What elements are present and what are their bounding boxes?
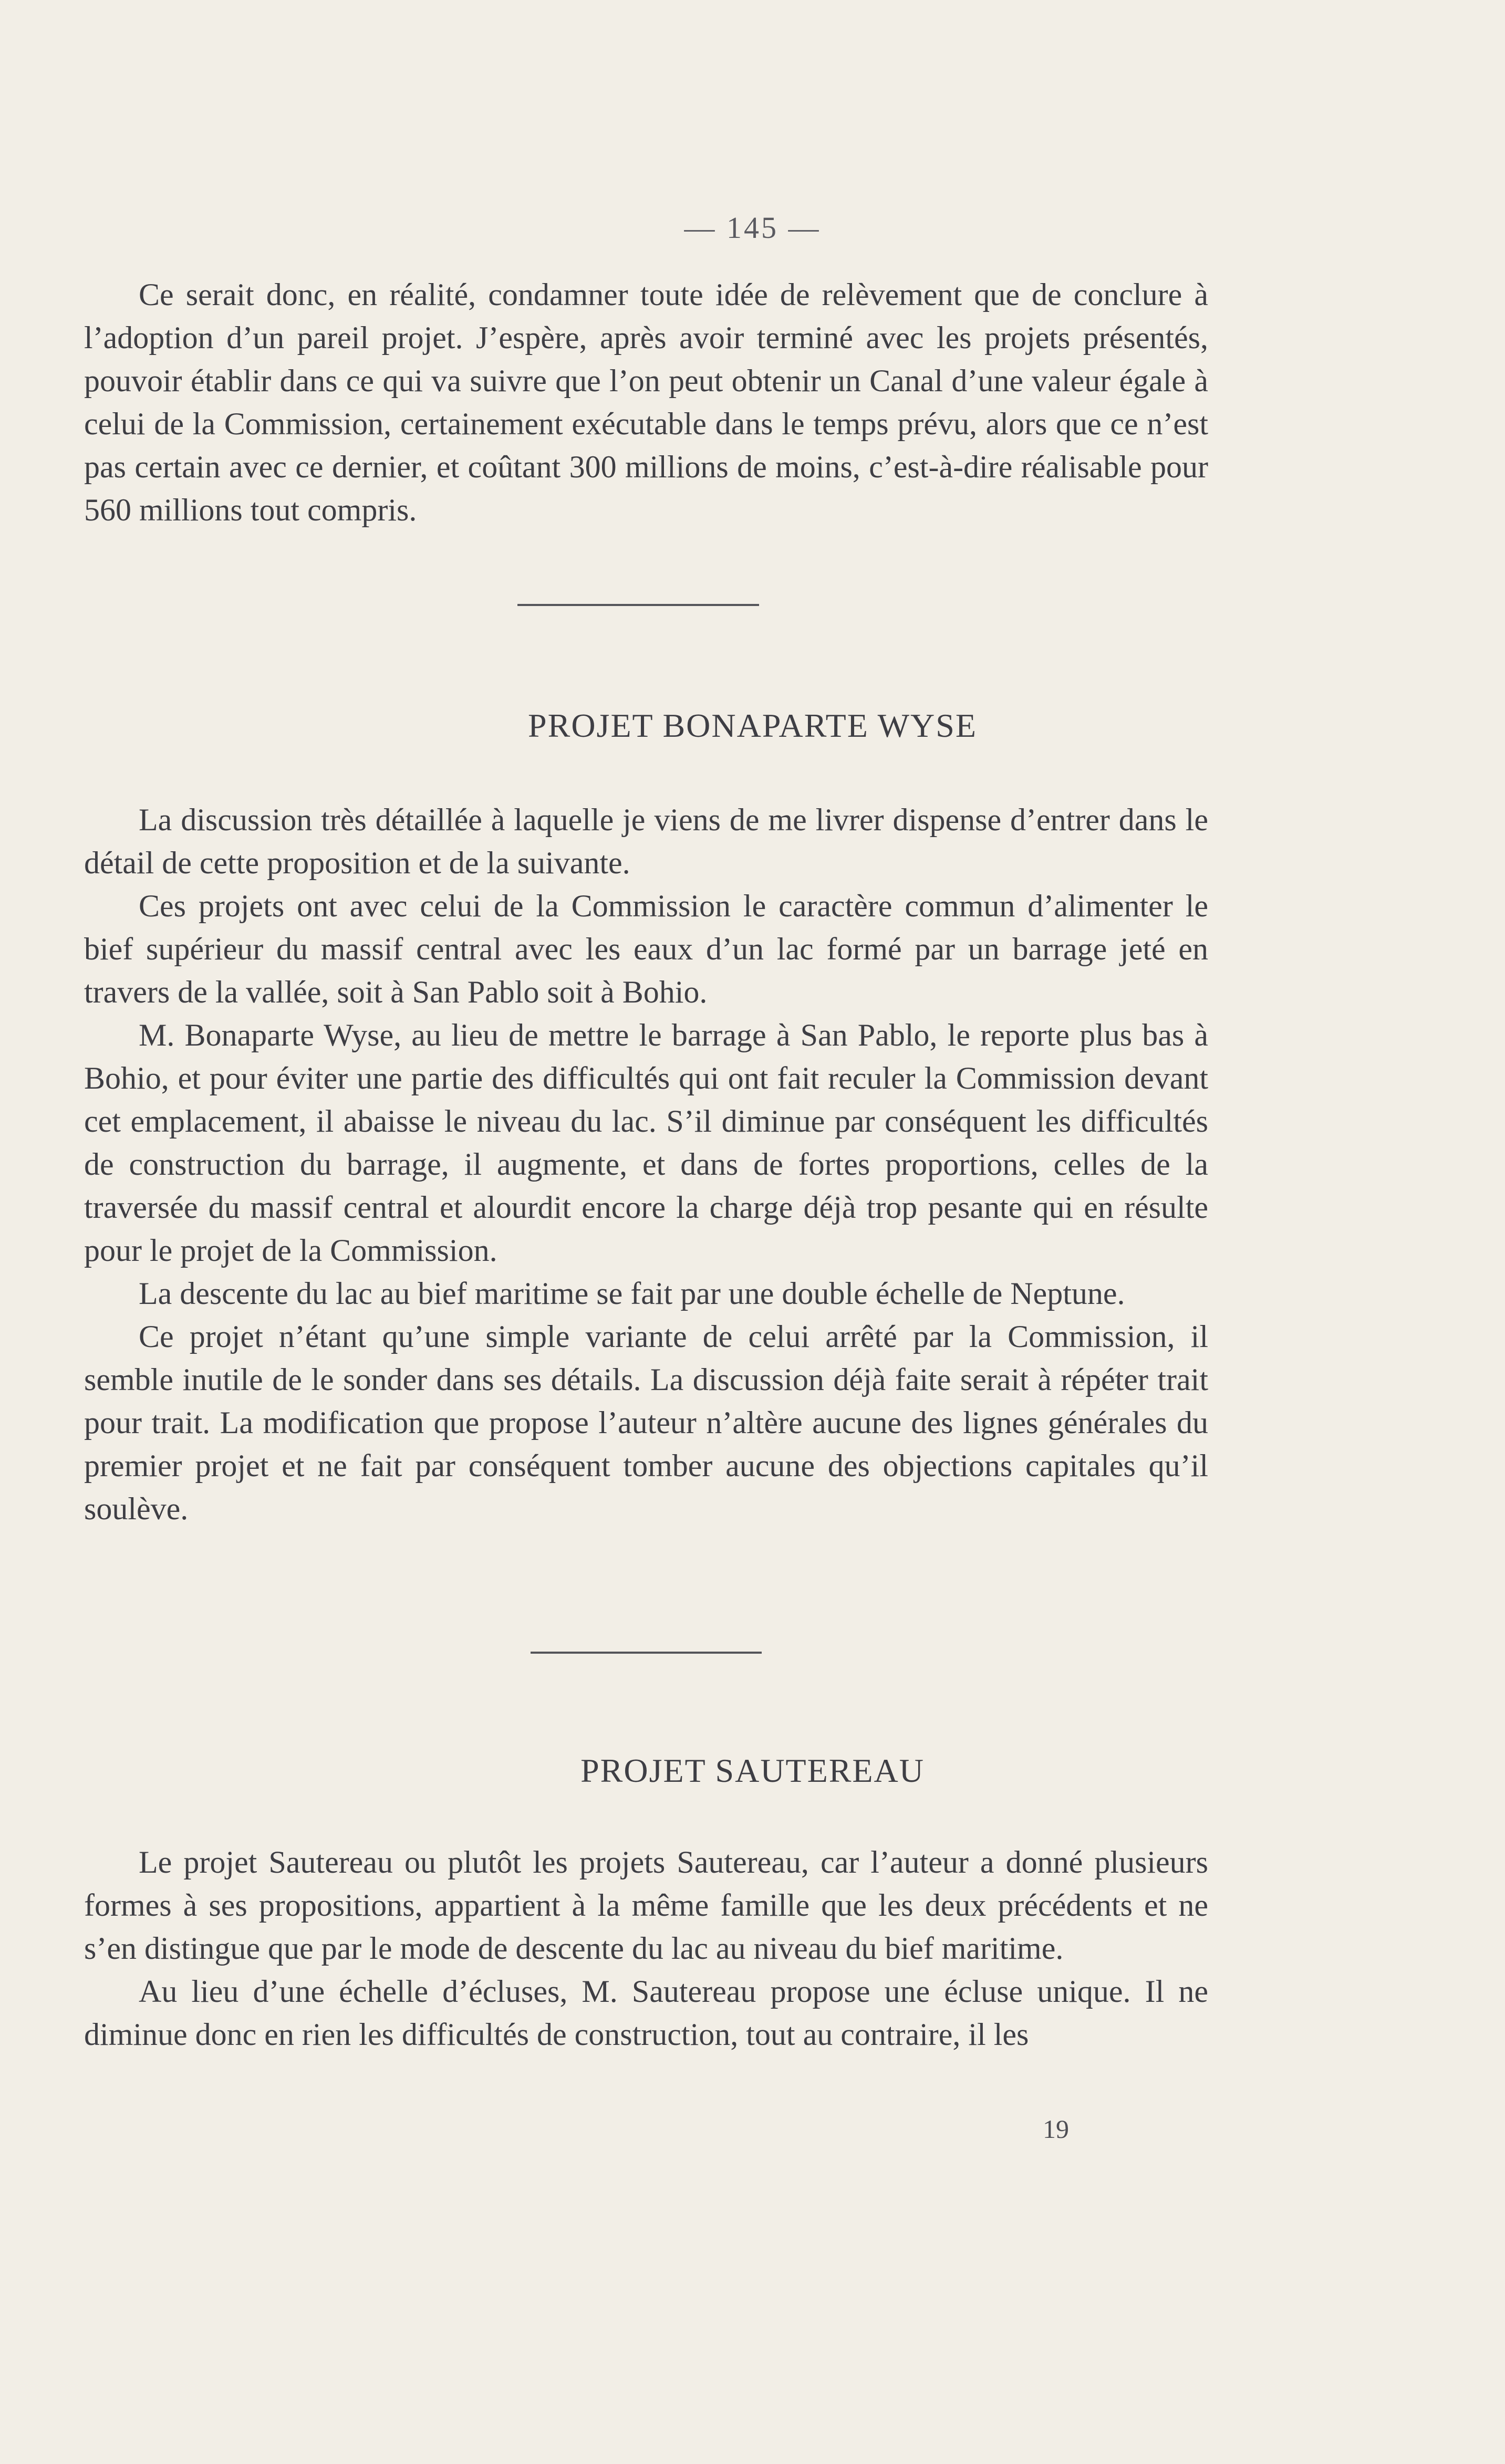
page-number: — 145 — [684,211,821,245]
paragraph: Le projet Sautereau ou plutôt les projets Sautereau, car l’auteur a donné plusieurs formes à ses propositions, appartient à la même famille que les deux précédents et ne s’en distingue que par le mode de descente du lac au niveau du bief maritime. [84,1845,1208,1966]
section-sautereau-text [84,1841,1208,2056]
paragraph: Ce serait donc, en réalité, condamner toute idée de relèvement que de conclure à l’adoption d’un pareil projet. J’espère, après avoir terminé avec les projets présentés, pouvoir établir dans ce qui va suivre que l’on peut obtenir un Canal d’une valeur égale à celui de la Commission, certainement exécutable dans le temps prévu, alors que ce n’est pas certain avec ce dernier, et coûtant 300 millions de moins, c’est-à-dire réalisable pour 560 millions tout compris. [84,277,1208,527]
section-divider [517,604,759,606]
section-title-bonaparte-wyse: PROJET BONAPARTE WYSE [528,707,977,744]
paragraph: M. Bonaparte Wyse, au lieu de mettre le barrage à San Pablo, le reporte plus bas à Bohio, et pour éviter une partie des difficultés qui ont fait reculer la Commission devant cet emplacement, il abaisse le niveau du lac. S’il diminue par conséquent les difficultés de construction du barrage, il augmente, et dans de fortes proportions, celles de la traversée du massif central et alourdit encore la charge déjà trop pesante qui en résulte pour le projet de la Commission. [84,1018,1208,1268]
section-divider [531,1652,762,1654]
paragraph: Ce projet n’étant qu’une simple variante de celui arrêté par la Commission, il semble inutile de le sonder dans ses détails. La discussion déjà faite serait à répéter trait pour trait. La modification que propose l’auteur n’altère aucune des lignes générales du premier projet et ne fait par conséquent tomber aucune des objections capitales qu’il soulève. [84,1319,1208,1526]
signature-mark: 19 [1043,2114,1069,2144]
section-title-sautereau: PROJET SAUTEREAU [580,1752,925,1789]
paragraph: Ces projets ont avec celui de la Commission le caractère commun d’alimenter le bief supérieur du massif central avec les eaux d’un lac formé par un barrage jeté en travers de la vallée, soit à San Pablo soit à Bohio. [84,889,1208,1009]
paragraph: La discussion très détaillée à laquelle je viens de me livrer dispense d’entrer dans le détail de cette proposition et de la suivante. [84,802,1208,880]
section-bonaparte-wyse-text [84,798,1208,1530]
paragraph: La descente du lac au bief maritime se fait par une double échelle de Neptune. [139,1276,1125,1311]
intro-text [84,273,1208,531]
paragraph: Au lieu d’une échelle d’écluses, M. Sautereau propose une écluse unique. Il ne diminue donc en rien les difficultés de construction, tout au contraire, il les [84,1974,1208,2052]
